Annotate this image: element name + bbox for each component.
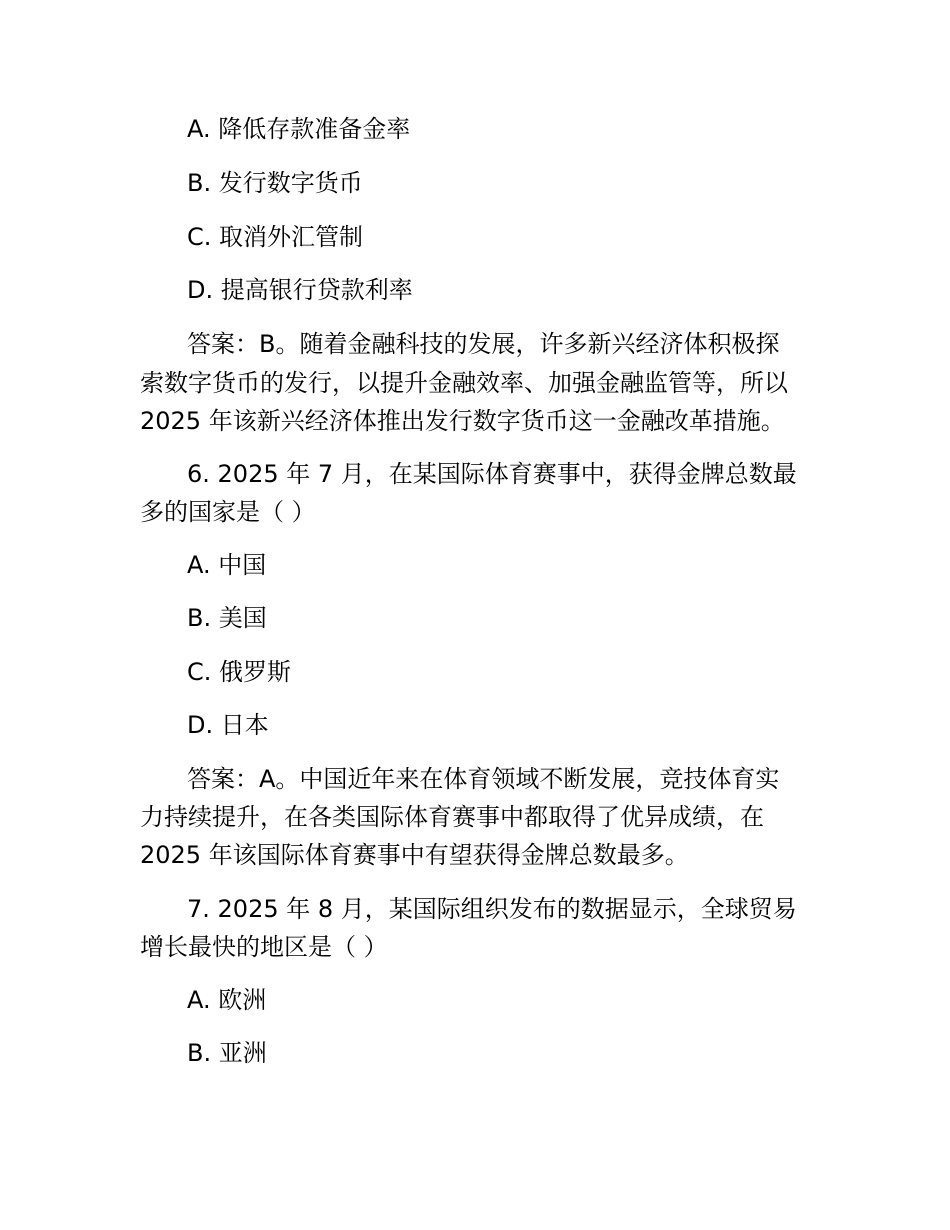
- q6-option-d: D. 日本: [187, 711, 269, 739]
- q5-answer-line-1: 答案：B。随着金融科技的发展，许多新兴经济体积极探: [187, 330, 780, 358]
- q5-option-c: C. 取消外汇管制: [187, 223, 364, 251]
- q7-option-a: A. 欧洲: [187, 986, 267, 1014]
- q6-option-c: C. 俄罗斯: [187, 658, 292, 686]
- q6-answer-line-3: 2025 年该国际体育赛事中有望获得金牌总数最多。: [140, 841, 689, 869]
- q6-question-line-1: 6. 2025 年 7 月，在某国际体育赛事中，获得金牌总数最: [187, 460, 797, 488]
- q6-option-b: B. 美国: [187, 604, 267, 632]
- q5-option-d: D. 提高银行贷款利率: [187, 276, 413, 304]
- q6-question-line-2: 多的国家是（ ）: [140, 498, 316, 526]
- q5-answer-line-2: 索数字货币的发行，以提升金融效率、加强金融监管等，所以: [140, 369, 788, 397]
- q6-answer-line-2: 力持续提升，在各类国际体育赛事中都取得了优异成绩，在: [140, 803, 764, 831]
- q6-option-a: A. 中国: [187, 551, 267, 579]
- q5-answer-line-3: 2025 年该新兴经济体推出发行数字货币这一金融改革措施。: [140, 407, 785, 435]
- q6-answer-line-1: 答案：A。中国近年来在体育领域不断发展，竞技体育实: [187, 765, 780, 793]
- q5-option-a: A. 降低存款准备金率: [187, 115, 411, 143]
- q5-option-b: B. 发行数字货币: [187, 169, 363, 197]
- q7-question-line-1: 7. 2025 年 8 月，某国际组织发布的数据显示，全球贸易: [187, 895, 797, 923]
- q7-option-b: B. 亚洲: [187, 1039, 267, 1067]
- q7-question-line-2: 增长最快的地区是（ ）: [140, 933, 388, 961]
